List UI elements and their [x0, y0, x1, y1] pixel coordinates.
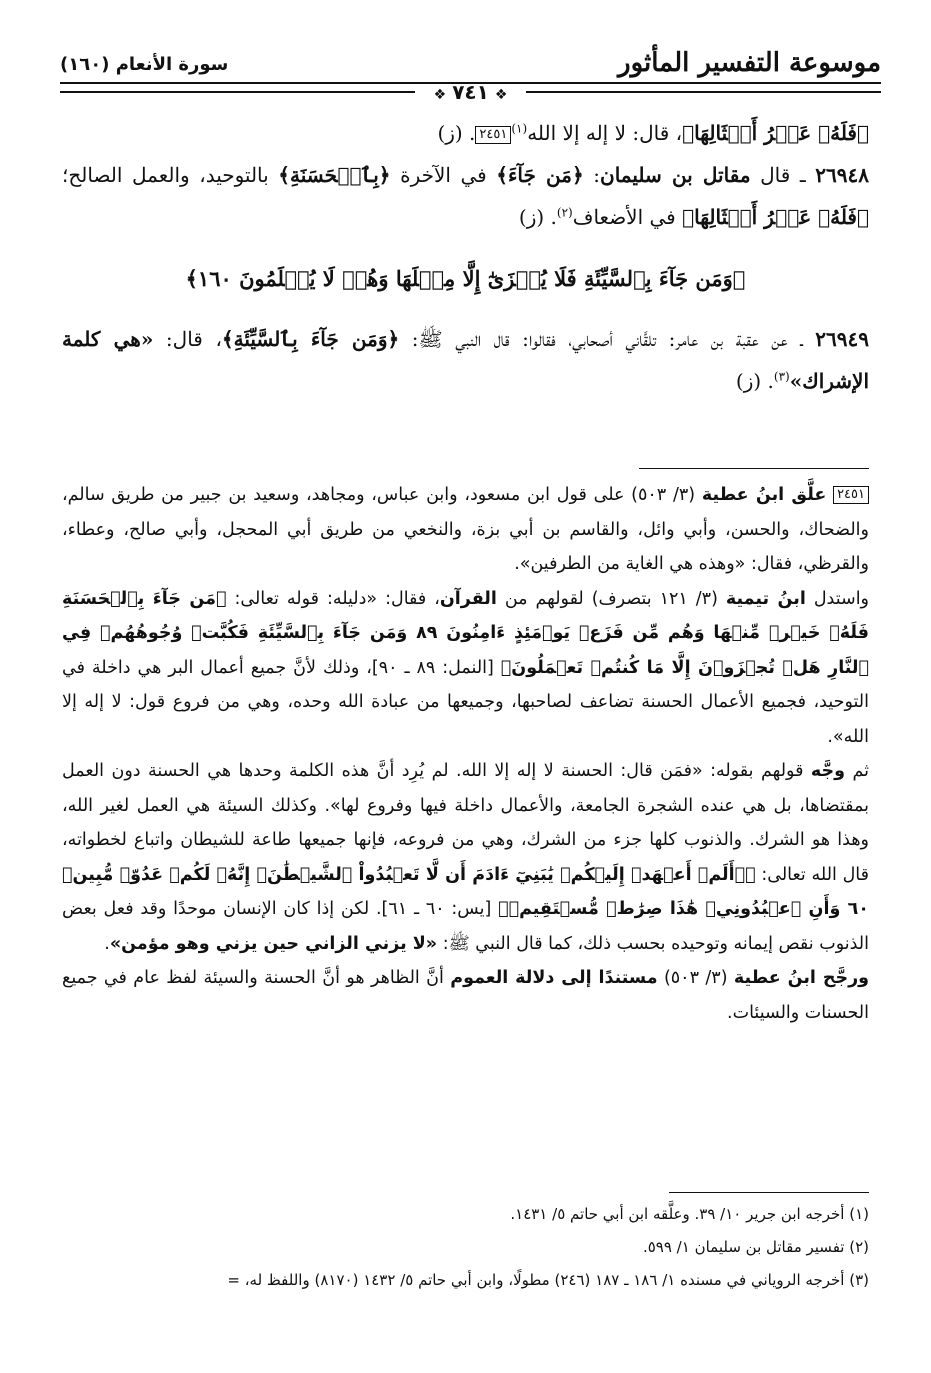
text: في الآخرة [390, 163, 497, 187]
ornament-icon: ❖ [433, 87, 447, 103]
page-number-row [60, 80, 881, 104]
commentary-2451 [62, 478, 869, 582]
text: ، قال: [153, 327, 222, 351]
quran-quote: ﴿فَلَهُۥ عَشۡرُ أَمۡثَالِهَا﴾ [682, 205, 869, 229]
text: في الأضعاف [572, 205, 683, 229]
text: . (ز) [735, 369, 774, 393]
scholar-name: ورجَّح ابنُ عطية [733, 968, 870, 988]
page-number-value: ٧٤١ [452, 80, 489, 104]
text: أنَّ الظاهر هو أنَّ الحسنة والسيئة لفظ عام في جميع الحسنات والسيئات. [62, 968, 869, 1023]
text: (٣/ ١٢١ بتصرف) لقولهم من [496, 588, 726, 609]
text: بالتوحيد، والعمل الصالح؛ [62, 163, 279, 187]
commentary-ref-box[interactable]: ٢٤٥١ [475, 126, 511, 144]
text: واستدل [805, 588, 870, 609]
text: ، قال: لا إله إلا الله [527, 121, 683, 145]
text: (٣/ ٥٠٣) على قول ابن مسعود، وابن عباس، ومجاهد، وسعيد بن جبير من طريق سالم، والضحاك، والحسن، وأبي وائل، والقاسم بن أبي بزة، والنخعي من طريق أبي المحجل، وأبي صالح، وعطاء، والقرظي، فقال: «وهذه هي الغاية من الطرفين». [62, 485, 869, 574]
paragraph-continuation [62, 112, 869, 154]
text: (٣/ ٥٠٣) [657, 968, 734, 988]
text: . (ز) [437, 121, 476, 145]
scholar-name: علَّق ابنُ عطية [701, 485, 827, 505]
hadith-quote: «هي كلمة الإشراك» [62, 327, 869, 393]
bold-text: وجَّه [810, 761, 845, 781]
scholar-name: ابنُ تيمية [725, 588, 806, 609]
commentary-paragraph [62, 582, 869, 755]
bold-text: القرآن [439, 588, 497, 609]
narration-26948 [62, 154, 869, 238]
text: ثم [845, 761, 869, 781]
ornament-icon: ❖ [494, 87, 508, 103]
text: ، فقال: «دليله: قوله تعالى: [226, 588, 440, 609]
commentary-separator [639, 468, 869, 469]
quran-quote: ﴿مَن جَآءَ بِٱلۡحَسَنَةِ فَلَهُۥ خَيۡرٞ مِّنۡهَا وَهُم مِّن فَزَعٖ يَوۡمَئِذٍ ءَامِنُونَ ٨٩ وَمَن جَآءَ بِٱلسَّيِّئَةِ فَكُبَّتۡ وُجُوهُهُمۡ فِي ٱلنَّارِ هَلۡ تُجۡزَوۡنَ إِلَّا مَا كُنتُمۡ تَعۡمَلُونَ﴾ [62, 588, 869, 678]
text: . [104, 933, 110, 954]
text: [يس: ٦٠ ـ ٦١]. لكن إذا كان الإنسان موحدًا وقد فعل بعض الذنوب نقص إيمانه وتوحيده بحسب ذلك، كما قال النبي ﷺ: [62, 899, 869, 954]
footnote-1: (١) أخرجه ابن جرير ١٠/ ٣٩. وعلَّقه ابن أبي حاتم ٥/ ١٤٣١. [510, 1205, 869, 1223]
commentary-number-box: ٢٤٥١ [833, 486, 869, 504]
text: ـ عن عقبة بن عامر: تلقَّاني أصحابي، فقالوا: قال النبي ﷺ: [399, 327, 816, 351]
footnotes [40, 1198, 869, 1297]
narration-number: ٢٦٩٤٨ [815, 163, 869, 187]
footnote-ref[interactable]: (٢) [556, 205, 573, 220]
footnote-separator [669, 1192, 869, 1193]
footnote-ref[interactable]: (١) [511, 121, 528, 136]
commentary-notes [62, 478, 869, 1030]
quran-quote: ﴿وَمَن جَآءَ بِٱلسَّيِّئَةِ﴾ [221, 327, 400, 351]
commentary-paragraph [62, 754, 869, 961]
text: . (ز) [518, 205, 557, 229]
quran-quote: ﴿فَلَهُۥ عَشۡرُ أَمۡثَالِهَا﴾ [682, 121, 869, 145]
surah-label: سورة الأنعام (١٦٠) [60, 54, 229, 75]
quran-quote: ﴿۞أَلَمۡ أَعۡهَدۡ إِلَيۡكُمۡ يَٰبَنِيٓ ءَادَمَ أَن لَّا تَعۡبُدُواْ ٱلشَّيۡطَٰنَۖ إِنَّهُۥ لَكُمۡ عَدُوّٞ مُّبِينٞ ٦٠ وَأَنِ ٱعۡبُدُونِيۚ هَٰذَا صِرَٰطٞ مُّسۡتَقِيمٞ﴾ [62, 864, 869, 919]
verse-heading: ﴿وَمَن جَآءَ بِٱلسَّيِّئَةِ فَلَا يُجۡزَىٰٓ إِلَّا مِثۡلَهَا وَهُمۡ لَا يُظۡلَمُونَ ١٦٠﴾ [185, 266, 746, 291]
main-text [62, 112, 869, 402]
text: قولهم بقوله: «فمَن قال: الحسنة لا إله إلا الله. لم يُرِد أنَّ هذه الكلمة وحدها هي الحسنة دون العمل بمقتضاها، بل هي عنده الشجرة الجامعة، والأعمال داخلة فيها وفروع لها». وكذلك السيئة هي العمل لغير الله، وهذا هو الشرك. والذنوب كلها جزء من الشرك، وهي من فروعه، فإنها جميعها طاعة للشيطان واتباع لخطواته، قال الله تعالى: [62, 761, 870, 885]
quran-quote: ﴿بِٱلۡحَسَنَةِ﴾ [278, 163, 391, 187]
narration-26949 [62, 318, 869, 402]
quran-quote: ﴿مَن جَآءَ﴾ [496, 163, 584, 187]
footnote-3: (٣) أخرجه الروياني في مسنده ١/ ١٨٦ ـ ١٨٧ (٢٤٦) مطولًا، وابن أبي حاتم ٥/ ١٤٣٢ (٨١٧٠) واللفظ له، = [227, 1271, 869, 1289]
text: [النمل: ٨٩ ـ ٩٠]، وذلك لأنَّ جميع أعمال البر هي داخلة في التوحيد، فجميع الأعمال الحسنة تضاعف لصاحبها، وجميعها من عبادة الله وحده، وهي من فروع قول: لا إله إلا الله». [62, 657, 869, 747]
book-title: موسوعة التفسير المأثور [618, 48, 881, 78]
page-number [60, 80, 881, 104]
footnote-ref[interactable]: (٣) [773, 369, 790, 384]
commentary-paragraph [62, 961, 869, 1030]
text: ـ قال [750, 163, 816, 187]
narrator-name: مقاتل بن سليمان [600, 163, 751, 187]
footnote-2: (٢) تفسير مقاتل بن سليمان ١/ ٥٩٩. [642, 1238, 869, 1256]
text: : [583, 163, 601, 187]
hadith-quote: «لا يزني الزاني حين يزني وهو مؤمن» [109, 933, 438, 954]
bold-text: مستندًا إلى دلالة العموم [450, 968, 658, 988]
narration-number: ٢٦٩٤٩ [815, 327, 870, 351]
